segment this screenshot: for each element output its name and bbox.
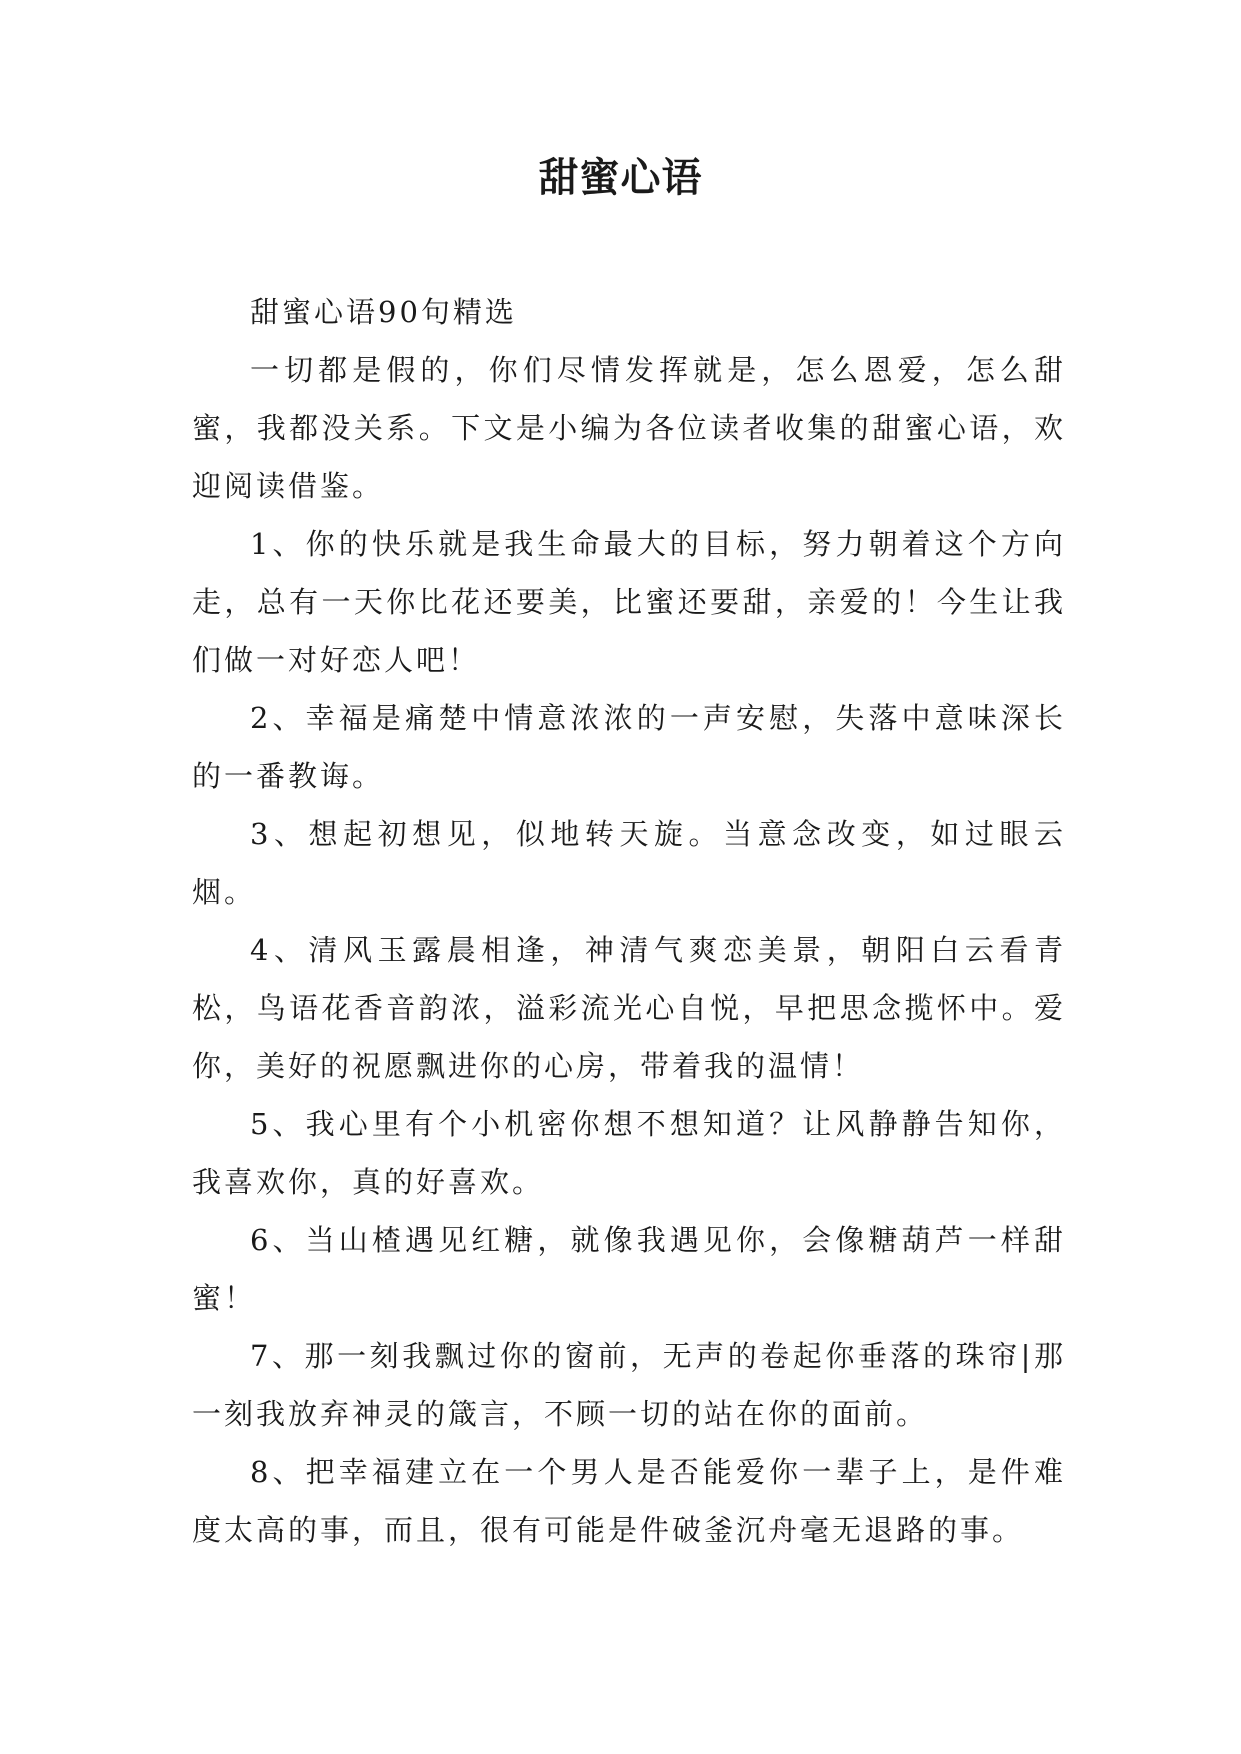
quote-paragraph-1: 1、你的快乐就是我生命最大的目标，努力朝着这个方向走，总有一天你比花还要美，比蜜还要甜，亲爱的！今生让我们做一对好恋人吧！ xyxy=(192,527,1066,677)
document-body xyxy=(192,283,1066,1559)
quote-paragraph-7: 7、那一刻我飘过你的窗前，无声的卷起你垂落的珠帘|那一刻我放弃神灵的箴言，不顾一切的站在你的面前。 xyxy=(192,1339,1066,1431)
quote-paragraph-2: 2、幸福是痛楚中情意浓浓的一声安慰，失落中意味深长的一番教诲。 xyxy=(192,701,1066,793)
quote-paragraph-4: 4、清风玉露晨相逢，神清气爽恋美景，朝阳白云看青松，鸟语花香音韵浓，溢彩流光心自悦，早把思念揽怀中。爱你，美好的祝愿飘进你的心房，带着我的温情！ xyxy=(192,933,1066,1083)
quote-paragraph-3: 3、想起初想见，似地转天旋。当意念改变，如过眼云烟。 xyxy=(192,817,1066,909)
document-title: 甜蜜心语 xyxy=(538,155,703,201)
subtitle-paragraph: 甜蜜心语90句精选 xyxy=(250,295,517,329)
intro-paragraph: 一切都是假的，你们尽情发挥就是，怎么恩爱，怎么甜蜜，我都没关系。下文是小编为各位读者收集的甜蜜心语，欢迎阅读借鉴。 xyxy=(192,353,1066,503)
quote-paragraph-8: 8、把幸福建立在一个男人是否能爱你一辈子上，是件难度太高的事，而且，很有可能是件破釜沉舟毫无退路的事。 xyxy=(192,1455,1066,1547)
quote-paragraph-5: 5、我心里有个小机密你想不想知道？让风静静告知你，我喜欢你，真的好喜欢。 xyxy=(192,1107,1066,1199)
quote-paragraph-6: 6、当山楂遇见红糖，就像我遇见你，会像糖葫芦一样甜蜜！ xyxy=(192,1223,1066,1315)
